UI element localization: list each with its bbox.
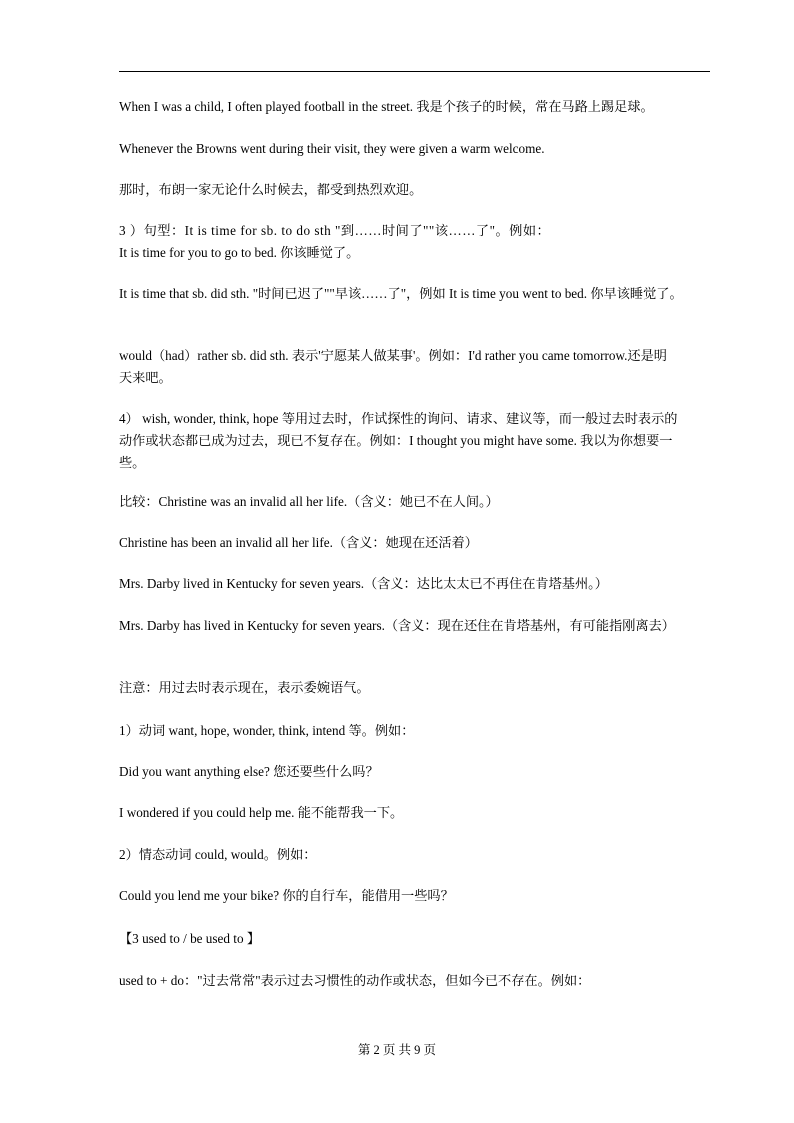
paragraph: 2）情态动词 could, would。例如：: [119, 847, 317, 862]
paragraph: would（had）rather sb. did sth. 表示'宁愿某人做某事'。例如：I'd rather you came tomorrow.还是明: [119, 348, 667, 363]
paragraph: Did you want anything else? 您还要些什么吗？: [119, 764, 379, 779]
paragraph: It is time for you to go to bed. 你该睡觉了。: [119, 245, 360, 260]
paragraph: Could you lend me your bike? 你的自行车，能借用一些吗？: [119, 888, 454, 903]
paragraph: used to + do："过去常常"表示过去习惯性的动作或状态，但如今已不存在。例如：: [119, 973, 591, 988]
paragraph: 4） wish, wonder, think, hope 等用过去时，作试探性的询问、请求、建议等，而一般过去时表示的: [119, 411, 678, 426]
paragraph: 些。: [119, 455, 146, 470]
paragraph: 3 ）句型：It is time for sb. to do sth "到……时间了""该……了"。例如：: [119, 223, 551, 238]
paragraph: When I was a child, I often played football in the street. 我是个孩子的时候，常在马路上踢足球。: [119, 99, 654, 114]
paragraph: 那时，布朗一家无论什么时候去，都受到热烈欢迎。: [119, 182, 423, 197]
paragraph: Mrs. Darby lived in Kentucky for seven years.（含义：达比太太已不再住在肯塔基州。）: [119, 576, 608, 591]
paragraph: Whenever the Browns went during their visit, they were given a warm welcome.: [119, 141, 545, 156]
paragraph: 比较：Christine was an invalid all her life.（含义：她已不在人间。）: [119, 494, 499, 509]
paragraph: I wondered if you could help me. 能不能帮我一下。: [119, 805, 404, 820]
paragraph: 动作或状态都已成为过去，现已不复存在。例如：I thought you might have some. 我以为你想要一: [119, 433, 673, 448]
paragraph: It is time that sb. did sth. "时间已迟了""早该……了"，例如 It is time you went to bed. 你早该睡觉了。: [119, 286, 683, 301]
page-number: 第 2 页 共 9 页: [357, 1043, 437, 1057]
paragraph: 1）动词 want, hope, wonder, think, intend 等。例如：: [119, 723, 415, 738]
paragraph: Christine has been an invalid all her life.（含义：她现在还活着）: [119, 535, 478, 550]
paragraph: 【3 used to / be used to 】: [119, 931, 261, 946]
paragraph: 注意：用过去时表示现在，表示委婉语气。: [119, 680, 370, 695]
paragraph: 天来吧。: [119, 370, 172, 385]
header-rule: [119, 71, 710, 72]
paragraph: Mrs. Darby has lived in Kentucky for seven years.（含义：现在还住在肯塔基州，有可能指刚离去）: [119, 618, 675, 633]
